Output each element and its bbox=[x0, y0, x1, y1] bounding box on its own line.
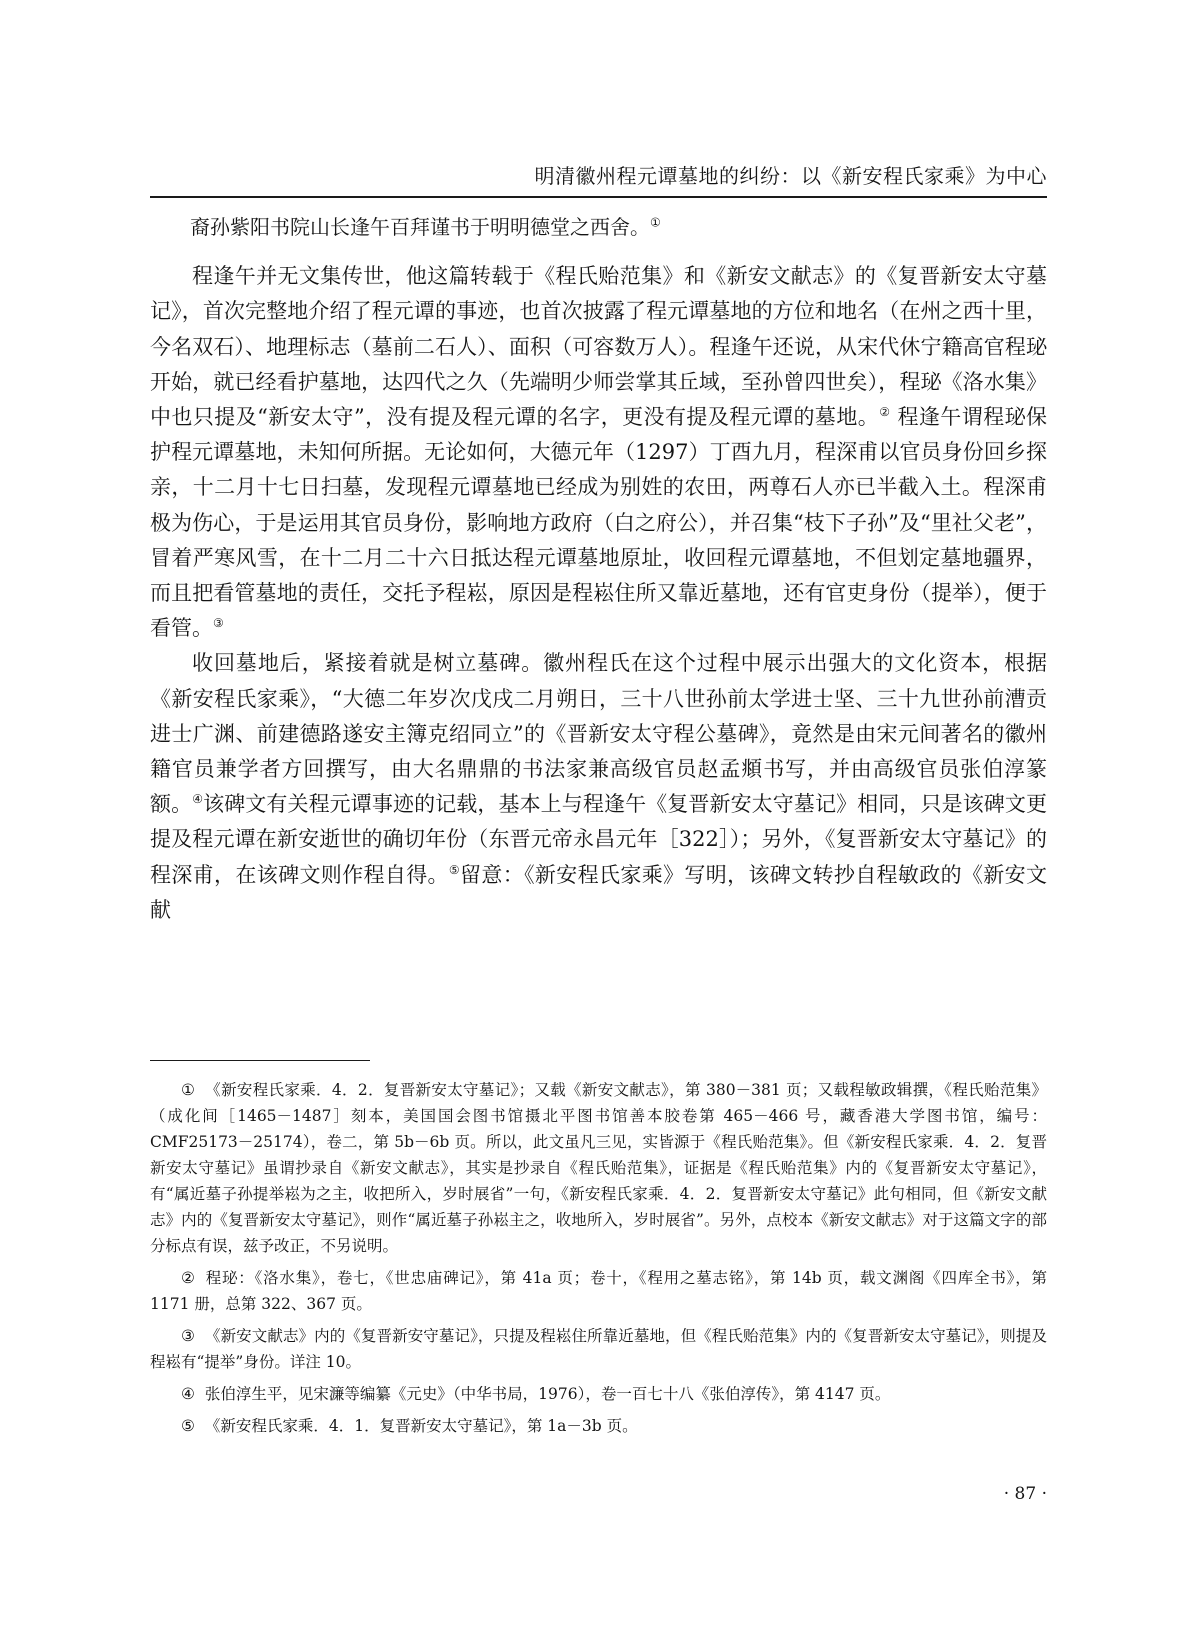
footnote-ref-3[interactable]: ③ bbox=[213, 616, 224, 631]
footnote-1 bbox=[150, 1077, 1047, 1259]
main-text bbox=[150, 210, 1047, 928]
paragraph-1-part-b: 程逢午谓程珌保护程元谭墓地，未知何所据。无论如何，大德元年（1297）丁酉九月，程深甫以官员身份回乡探亲，十二月十七日扫墓，发现程元谭墓地已经成为别姓的农田，两尊石人亦已半截入土。程深甫极为伤心，于是运用其官员身份，影响地方政府（白之府公），并召集“枝下子孙”及“里社父老”，冒着严寒风雪，在十二月二十六日抵达程元谭墓地原址，收回程元谭墓地，不但划定墓地疆界，而且把看管墓地的责任，交托予程崧，原因是程崧住所又靠近墓地，还有官吏身份（提举），便于看管。 bbox=[150, 405, 1047, 641]
paragraph-2 bbox=[150, 646, 1047, 928]
footnote-4-text: 张伯淳生平，见宋濂等编纂《元史》（中华书局，1976），卷一百七十八《张伯淳传》，第 4147 页。 bbox=[204, 1385, 891, 1403]
footnote-2 bbox=[150, 1265, 1047, 1317]
paragraph-2-part-b: 该碑文有关程元谭事迹的记载，基本上与程逢午《复晋新安太守墓记》相同，只是该碑文更提及程元谭在新安逝世的确切年份（东晋元帝永昌元年［322］）；另外，《复晋新安太守墓记》的程深甫，在该碑文则作程自得。 bbox=[150, 792, 1047, 887]
footnote-4 bbox=[150, 1381, 1047, 1407]
footnote-ref-5[interactable]: ⑤ bbox=[448, 862, 461, 877]
signature-line bbox=[150, 210, 1047, 245]
signature-text: 裔孙紫阳书院山长逢午百拜谨书于明明德堂之西舍。 bbox=[190, 215, 650, 239]
footnote-3-text: 《新安文献志》内的《复晋新安守墓记》，只提及程崧住所靠近墓地，但《程氏贻范集》内的《复晋新安太守墓记》，则提及程崧有“提举”身份。详注 10。 bbox=[150, 1327, 1047, 1371]
paragraph-2-part-c: 留意：《新安程氏家乘》写明，该碑文转抄自程敏政的《新安文献 bbox=[150, 862, 1048, 922]
footnote-ref-1[interactable]: ① bbox=[650, 215, 661, 230]
footnote-1-number: ① bbox=[181, 1081, 196, 1099]
footnote-4-number: ④ bbox=[181, 1385, 195, 1403]
paragraph-1 bbox=[150, 259, 1047, 646]
footnote-5-number: ⑤ bbox=[181, 1417, 195, 1435]
page-number: · 87 · bbox=[1003, 1484, 1047, 1504]
footnote-5-text: 《新安程氏家乘．4．1．复晋新安太守墓记》，第 1a－3b 页。 bbox=[204, 1417, 638, 1435]
footnotes bbox=[150, 1077, 1047, 1445]
footnote-ref-2[interactable]: ② bbox=[879, 405, 891, 420]
footnote-2-text: 程珌：《洛水集》，卷七，《世忠庙碑记》，第 41a 页；卷十，《程用之墓志铭》，第 14b 页，载文渊阁《四库全书》，第 1171 册，总第 322、367 页。 bbox=[150, 1269, 1047, 1313]
footnote-1-text: 《新安程氏家乘．4．2．复晋新安太守墓记》；又载《新安文献志》，第 380－381 页；又载程敏政辑撰，《程氏贻范集》（成化间［1465－1487］刻本，美国国会图书馆摄北平图书馆善本胶卷第 465－466 号，藏香港大学图书馆，编号：CMF25173－25174），卷二，第 5b－6b 页。所以，此文虽凡三见，实皆源于《程氏贻范集》。但《新安程氏家乘．4．2．复晋新安太守墓记》虽谓抄录自《新安文献志》，其实是抄录自《程氏贻范集》，证据是《程氏贻范集》内的《复晋新安太守墓记》，有“属近墓子孙提举崧为之主，收把所入，岁时展省”一句，《新安程氏家乘．4．2．复晋新安太守墓记》此句相同，但《新安文献志》内的《复晋新安太守墓记》，则作“属近墓子孙崧主之，收地所入，岁时展省”。另外，点校本《新安文献志》对于这篇文字的部分标点有误，兹予改正，不另说明。 bbox=[150, 1081, 1047, 1255]
paragraph-1-part-a: 程逢午并无文集传世，他这篇转载于《程氏贻范集》和《新安文献志》的《复晋新安太守墓记》，首次完整地介绍了程元谭的事迹，也首次披露了程元谭墓地的方位和地名（在州之西十里，今名双石）、地理标志（墓前二石人）、面积（可容数万人）。程逢午还说，从宋代休宁籍高官程珌开始，就已经看护墓地，达四代之久（先端明少师尝掌其丘域，至孙曾四世矣），程珌《洛水集》中也只提及“新安太守”，没有提及程元谭的名字，更没有提及程元谭的墓地。 bbox=[150, 264, 1047, 430]
header-rule bbox=[150, 196, 1047, 198]
paragraph-2-part-a: 收回墓地后，紧接着就是树立墓碑。徽州程氏在这个过程中展示出强大的文化资本，根据《新安程氏家乘》，“大德二年岁次戊戌二月朔日，三十八世孙前太学进士坚、三十九世孙前漕贡进士广渊、前建德路遂安主簿克绍同立”的《晋新安太守程公墓碑》，竟然是由宋元间著名的徽州籍官员兼学者方回撰写，由大名鼎鼎的书法家兼高级官员赵孟頫书写，并由高级官员张伯淳篆额。 bbox=[150, 651, 1047, 817]
running-header-title: 明清徽州程元谭墓地的纠纷：以《新安程氏家乘》为中心 bbox=[534, 164, 1047, 188]
footnote-ref-4[interactable]: ④ bbox=[192, 792, 204, 807]
footnote-3 bbox=[150, 1323, 1047, 1375]
footnote-5 bbox=[150, 1413, 1047, 1439]
footnote-2-number: ② bbox=[181, 1269, 196, 1287]
footnote-3-number: ③ bbox=[181, 1327, 195, 1345]
footnote-separator bbox=[150, 1060, 370, 1061]
